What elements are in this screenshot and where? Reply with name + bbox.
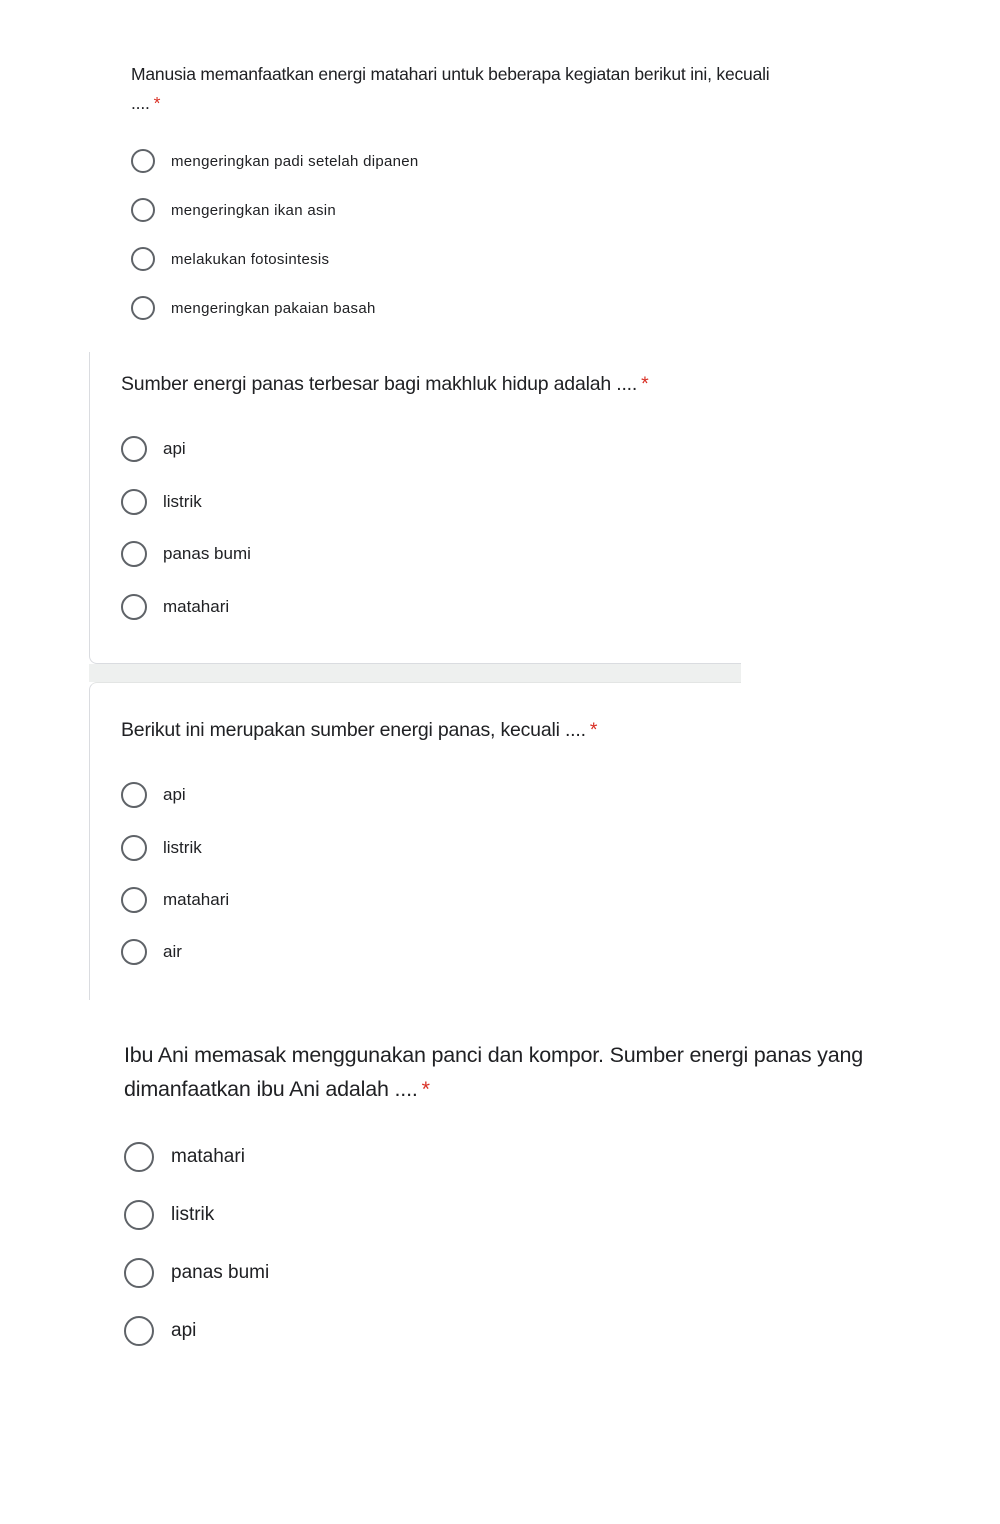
question-text: Manusia memanfaatkan energi matahari untuk beberapa kegiatan berikut ini, kecuali .... [131,64,770,113]
radio-option[interactable] [124,1258,269,1288]
question-title [124,1038,944,1106]
question-title [121,370,761,398]
radio-circle-icon[interactable] [124,1200,154,1230]
radio-circle-icon[interactable] [131,296,155,320]
option-label: matahari [163,890,230,909]
option-label: api [171,1320,197,1341]
radio-option[interactable] [121,594,229,620]
radio-circle-icon[interactable] [124,1142,154,1172]
required-asterisk: * [153,93,161,113]
option-label: listrik [171,1204,215,1225]
question-1 [131,60,771,118]
option-label: listrik [163,838,202,857]
option-label: mengeringkan padi setelah dipanen [171,152,419,170]
question-title [131,60,771,118]
question-title [121,716,761,744]
question-text: Sumber energi panas terbesar bagi makhluk hidup adalah .... [121,373,638,395]
option-label: panas bumi [171,1262,270,1283]
option-label: api [163,785,186,804]
radio-circle-icon[interactable] [121,887,147,913]
question-4 [124,1038,944,1106]
radio-option[interactable] [121,835,202,861]
option-label: air [163,942,182,961]
option-label: matahari [163,597,230,616]
radio-circle-icon[interactable] [131,198,155,222]
radio-option[interactable] [121,887,229,913]
radio-circle-icon[interactable] [131,149,155,173]
radio-option[interactable] [121,939,182,965]
required-asterisk: * [589,719,598,741]
option-label: mengeringkan ikan asin [171,201,337,219]
radio-option[interactable] [124,1316,196,1346]
option-label: api [163,439,186,458]
radio-option[interactable] [121,541,251,567]
option-label: melakukan fotosintesis [171,250,330,268]
radio-option[interactable] [131,198,336,222]
question-2 [121,370,761,398]
question-text: Berikut ini merupakan sumber energi panas, kecuali .... [121,719,586,741]
radio-circle-icon[interactable] [121,782,147,808]
question-3 [121,716,761,744]
radio-circle-icon[interactable] [124,1316,154,1346]
radio-option[interactable] [124,1142,245,1172]
radio-option[interactable] [131,296,376,320]
radio-circle-icon[interactable] [121,436,147,462]
question-text: Ibu Ani memasak menggunakan panci dan kompor. Sumber energi panas yang dimanfaatkan ibu Ani adalah .... [124,1043,863,1101]
option-label: matahari [171,1146,245,1167]
radio-circle-icon[interactable] [124,1258,154,1288]
radio-option[interactable] [121,782,186,808]
radio-option[interactable] [121,436,186,462]
radio-circle-icon[interactable] [121,594,147,620]
required-asterisk: * [641,373,649,395]
radio-option[interactable] [121,489,202,515]
radio-circle-icon[interactable] [121,489,147,515]
card-separator [89,664,741,682]
radio-circle-icon[interactable] [131,247,155,271]
radio-option[interactable] [124,1200,214,1230]
radio-circle-icon[interactable] [121,939,147,965]
radio-option[interactable] [131,247,329,271]
radio-option[interactable] [131,149,419,173]
option-label: listrik [163,492,202,511]
radio-circle-icon[interactable] [121,541,147,567]
option-label: mengeringkan pakaian basah [171,299,376,317]
required-asterisk: * [421,1077,430,1101]
option-label: panas bumi [163,544,251,563]
radio-circle-icon[interactable] [121,835,147,861]
